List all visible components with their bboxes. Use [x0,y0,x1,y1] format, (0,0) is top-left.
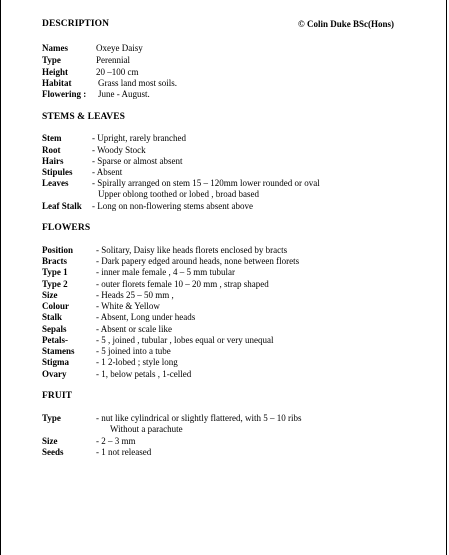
flowers-value: - Dark papery edged around heads, none between florets [96,256,300,266]
description-value: June - August. [98,89,150,99]
flowers-value: - Absent or scale like [96,324,172,334]
flowers-label: Stigma [42,357,69,367]
stems-value: - Long on non-flowering stems absent above [92,201,253,211]
fruit-label: Size [42,436,58,446]
stems-label: Root [42,145,61,155]
fruit-label: Type [42,413,61,423]
fruit-value: - 1 not released [96,447,152,457]
stems-value: - Upright, rarely branched [92,133,186,143]
page-title: DESCRIPTION [42,19,110,29]
flowers-label: Position [42,245,74,255]
flowers-label: Stalk [42,312,63,322]
description-value: Perennial [96,55,130,65]
fruit-label: Seeds [42,447,64,457]
flowers-value: - Heads 25 – 50 mm , [96,290,174,300]
copyright-notice: © Colin Duke BSc(Hons) [298,19,394,29]
stems-value: - Absent [92,167,123,177]
flowers-value: - 1, below petals , 1-celled [96,369,192,379]
flowers-label: Type 1 [42,267,68,277]
description-value: Grass land most soils. [98,78,178,88]
flowers-label: Bracts [42,256,67,266]
fruit-value: - 2 – 3 mm [96,436,136,446]
flowers-label: Colour [42,301,69,311]
flowers-value: - 5 joined into a tube [96,346,171,356]
flowers-label: Size [42,290,58,300]
description-value: Oxeye Daisy [96,43,143,53]
description-label: Flowering : [42,89,87,99]
flowers-value: - 1 2-lobed ; style long [96,357,178,367]
stems-label: Leaves [42,178,69,188]
flowers-value: - outer florets female 10 – 20 mm , strap shaped [96,279,269,289]
description-label: Habitat [42,78,72,88]
description-value: 20 –100 cm [96,67,139,77]
flowers-label: Stamens [42,346,75,356]
description-label: Height [42,67,68,77]
flowers-value: - White & Yellow [96,301,160,311]
flowers-value: - inner male female , 4 – 5 mm tubular [96,267,235,277]
stems-value: - Spirally arranged on stem 15 – 120mm lower rounded or oval [92,178,320,188]
flowers-value: - 5 , joined , tubular , lobes equal or very unequal [96,335,274,345]
stems-value: - Woody Stock [92,145,146,155]
flowers-label: Ovary [42,369,67,379]
flowers-label: Type 2 [42,279,68,289]
section-heading-fruit: FRUIT [42,391,73,401]
stems-value-continuation: Upper oblong toothed or lobed , broad based [98,189,259,199]
stems-label: Hairs [42,156,64,166]
stems-label: Stem [42,133,62,143]
section-heading-stems-leaves: STEMS & LEAVES [42,112,126,122]
flowers-label: Sepals [42,324,67,334]
stems-label: Leaf Stalk [42,201,82,211]
description-label: Type [42,55,61,65]
stems-value: - Sparse or almost absent [92,156,183,166]
description-label: Names [42,43,68,53]
section-heading-flowers: FLOWERS [42,223,91,233]
fruit-value: - nut like cylindrical or slightly flattered, with 5 – 10 ribs [96,413,302,423]
flowers-value: - Absent, Long under heads [96,312,196,322]
flowers-value: - Solitary, Daisy like heads florets enclosed by bracts [96,245,288,255]
fruit-value-continuation: Without a parachute [110,424,183,434]
flowers-label: Petals- [42,335,68,345]
stems-label: Stipules [42,167,73,177]
